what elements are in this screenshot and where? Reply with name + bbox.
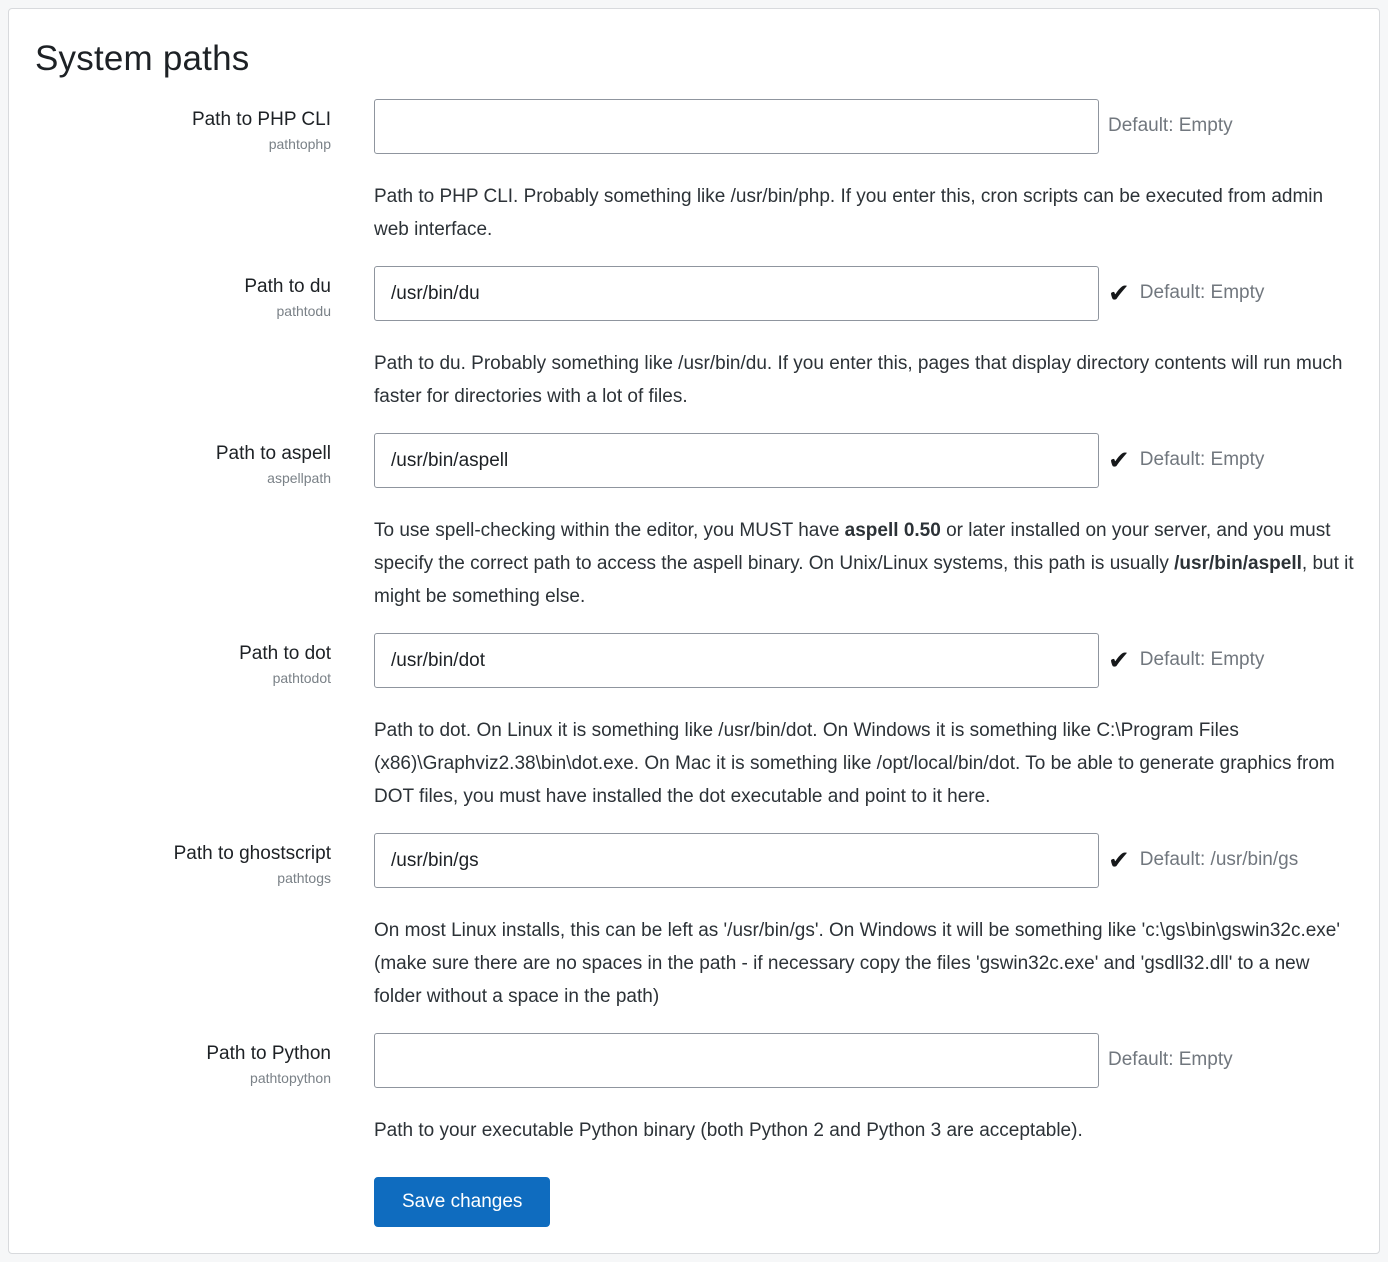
page-title: System paths: [35, 39, 250, 78]
setting-control-column: [374, 833, 1355, 1013]
input-pathtophp[interactable]: [374, 99, 1099, 154]
checkmark-icon: ✔: [1108, 845, 1130, 875]
setting-control-row: [374, 833, 1355, 888]
setting-row-pathtodu: [35, 266, 1355, 413]
default-area: [1108, 433, 1264, 474]
input-pathtodot[interactable]: [374, 633, 1099, 688]
setting-description: On most Linux installs, this can be left as '/usr/bin/gs'. On Windows it will be something like 'c:\gs\bin\gswin32c.exe' (make sure there are no spaces in the path - if necessary copy the files 'gswin32c.exe' and 'gsdll32.dll' to a new folder without a space in the path): [374, 920, 1340, 1007]
setting-id: pathtopython: [250, 1069, 331, 1086]
input-pathtogs[interactable]: [374, 833, 1099, 888]
setting-control-column: [374, 433, 1355, 613]
setting-label-column: [35, 833, 331, 1013]
default-area: [1108, 1033, 1233, 1074]
settings-list: [35, 99, 1355, 1147]
setting-description: Path to dot. On Linux it is something like /usr/bin/dot. On Windows it is something like C:\Program Files (x86)\Graphviz2.38\bin\dot.exe. On Mac it is something like /opt/local/bin/dot. To be able to generate graphics from DOT files, you must have installed the dot executable and point to it here.: [374, 720, 1335, 807]
setting-default: Default: /usr/bin/gs: [1139, 849, 1299, 870]
settings-card: [8, 8, 1380, 1254]
setting-label: Path to aspell: [215, 443, 331, 464]
setting-id: pathtodot: [272, 669, 331, 686]
default-area: [1108, 833, 1298, 874]
setting-control-column: [374, 266, 1355, 413]
setting-description: To use spell-checking within the editor, you MUST have aspell 0.50 or later installed on your server, and you must specify the correct path to access the aspell binary. On Unix/Linux systems, this path is usually /usr/bin/aspell, but it might be something else.: [374, 520, 1354, 607]
setting-row-pathtogs: [35, 833, 1355, 1013]
setting-label-column: [35, 633, 331, 813]
setting-label: Path to du: [244, 276, 331, 297]
setting-id: pathtodu: [276, 302, 331, 319]
setting-label: Path to ghostscript: [173, 843, 331, 864]
setting-default: Default: Empty: [1139, 449, 1265, 470]
setting-control-row: [374, 1033, 1355, 1088]
setting-description: Path to your executable Python binary (both Python 2 and Python 3 are acceptable).: [374, 1120, 1083, 1141]
setting-description: Path to du. Probably something like /usr/bin/du. If you enter this, pages that display directory contents will run much faster for directories with a lot of files.: [374, 353, 1343, 407]
setting-row-aspellpath: [35, 433, 1355, 613]
setting-row-pathtopython: [35, 1033, 1355, 1147]
setting-default: Default: Empty: [1139, 649, 1265, 670]
default-area: [1108, 266, 1264, 307]
setting-row-pathtodot: [35, 633, 1355, 813]
setting-control-row: [374, 633, 1355, 688]
setting-default: Default: Empty: [1108, 115, 1233, 136]
setting-id: aspellpath: [267, 469, 331, 486]
setting-label-column: [35, 266, 331, 413]
setting-id: pathtophp: [268, 135, 331, 152]
checkmark-icon: ✔: [1108, 278, 1130, 308]
setting-label: Path to Python: [206, 1043, 331, 1064]
setting-label-column: [35, 433, 331, 613]
setting-id: pathtogs: [277, 869, 331, 886]
checkmark-icon: ✔: [1108, 645, 1130, 675]
setting-control-column: [374, 633, 1355, 813]
checkmark-icon: ✔: [1108, 445, 1130, 475]
save-changes-button[interactable]: Save changes: [374, 1177, 550, 1227]
default-area: [1108, 99, 1233, 140]
setting-control-column: [374, 99, 1355, 246]
setting-control-column: [374, 1033, 1355, 1147]
input-aspellpath[interactable]: [374, 433, 1099, 488]
setting-default: Default: Empty: [1108, 1049, 1233, 1070]
setting-control-row: [374, 99, 1355, 154]
setting-default: Default: Empty: [1139, 282, 1265, 303]
setting-label: Path to PHP CLI: [191, 109, 331, 130]
setting-label: Path to dot: [239, 643, 331, 664]
setting-label-column: [35, 99, 331, 246]
input-pathtopython[interactable]: [374, 1033, 1099, 1088]
default-area: [1108, 633, 1264, 674]
input-pathtodu[interactable]: [374, 266, 1099, 321]
setting-control-row: [374, 433, 1355, 488]
setting-control-row: [374, 266, 1355, 321]
setting-description: Path to PHP CLI. Probably something like /usr/bin/php. If you enter this, cron scripts can be executed from admin web interface.: [374, 186, 1324, 240]
setting-label-column: [35, 1033, 331, 1147]
form-actions: [374, 1177, 1355, 1227]
setting-row-pathtophp: [35, 99, 1355, 246]
